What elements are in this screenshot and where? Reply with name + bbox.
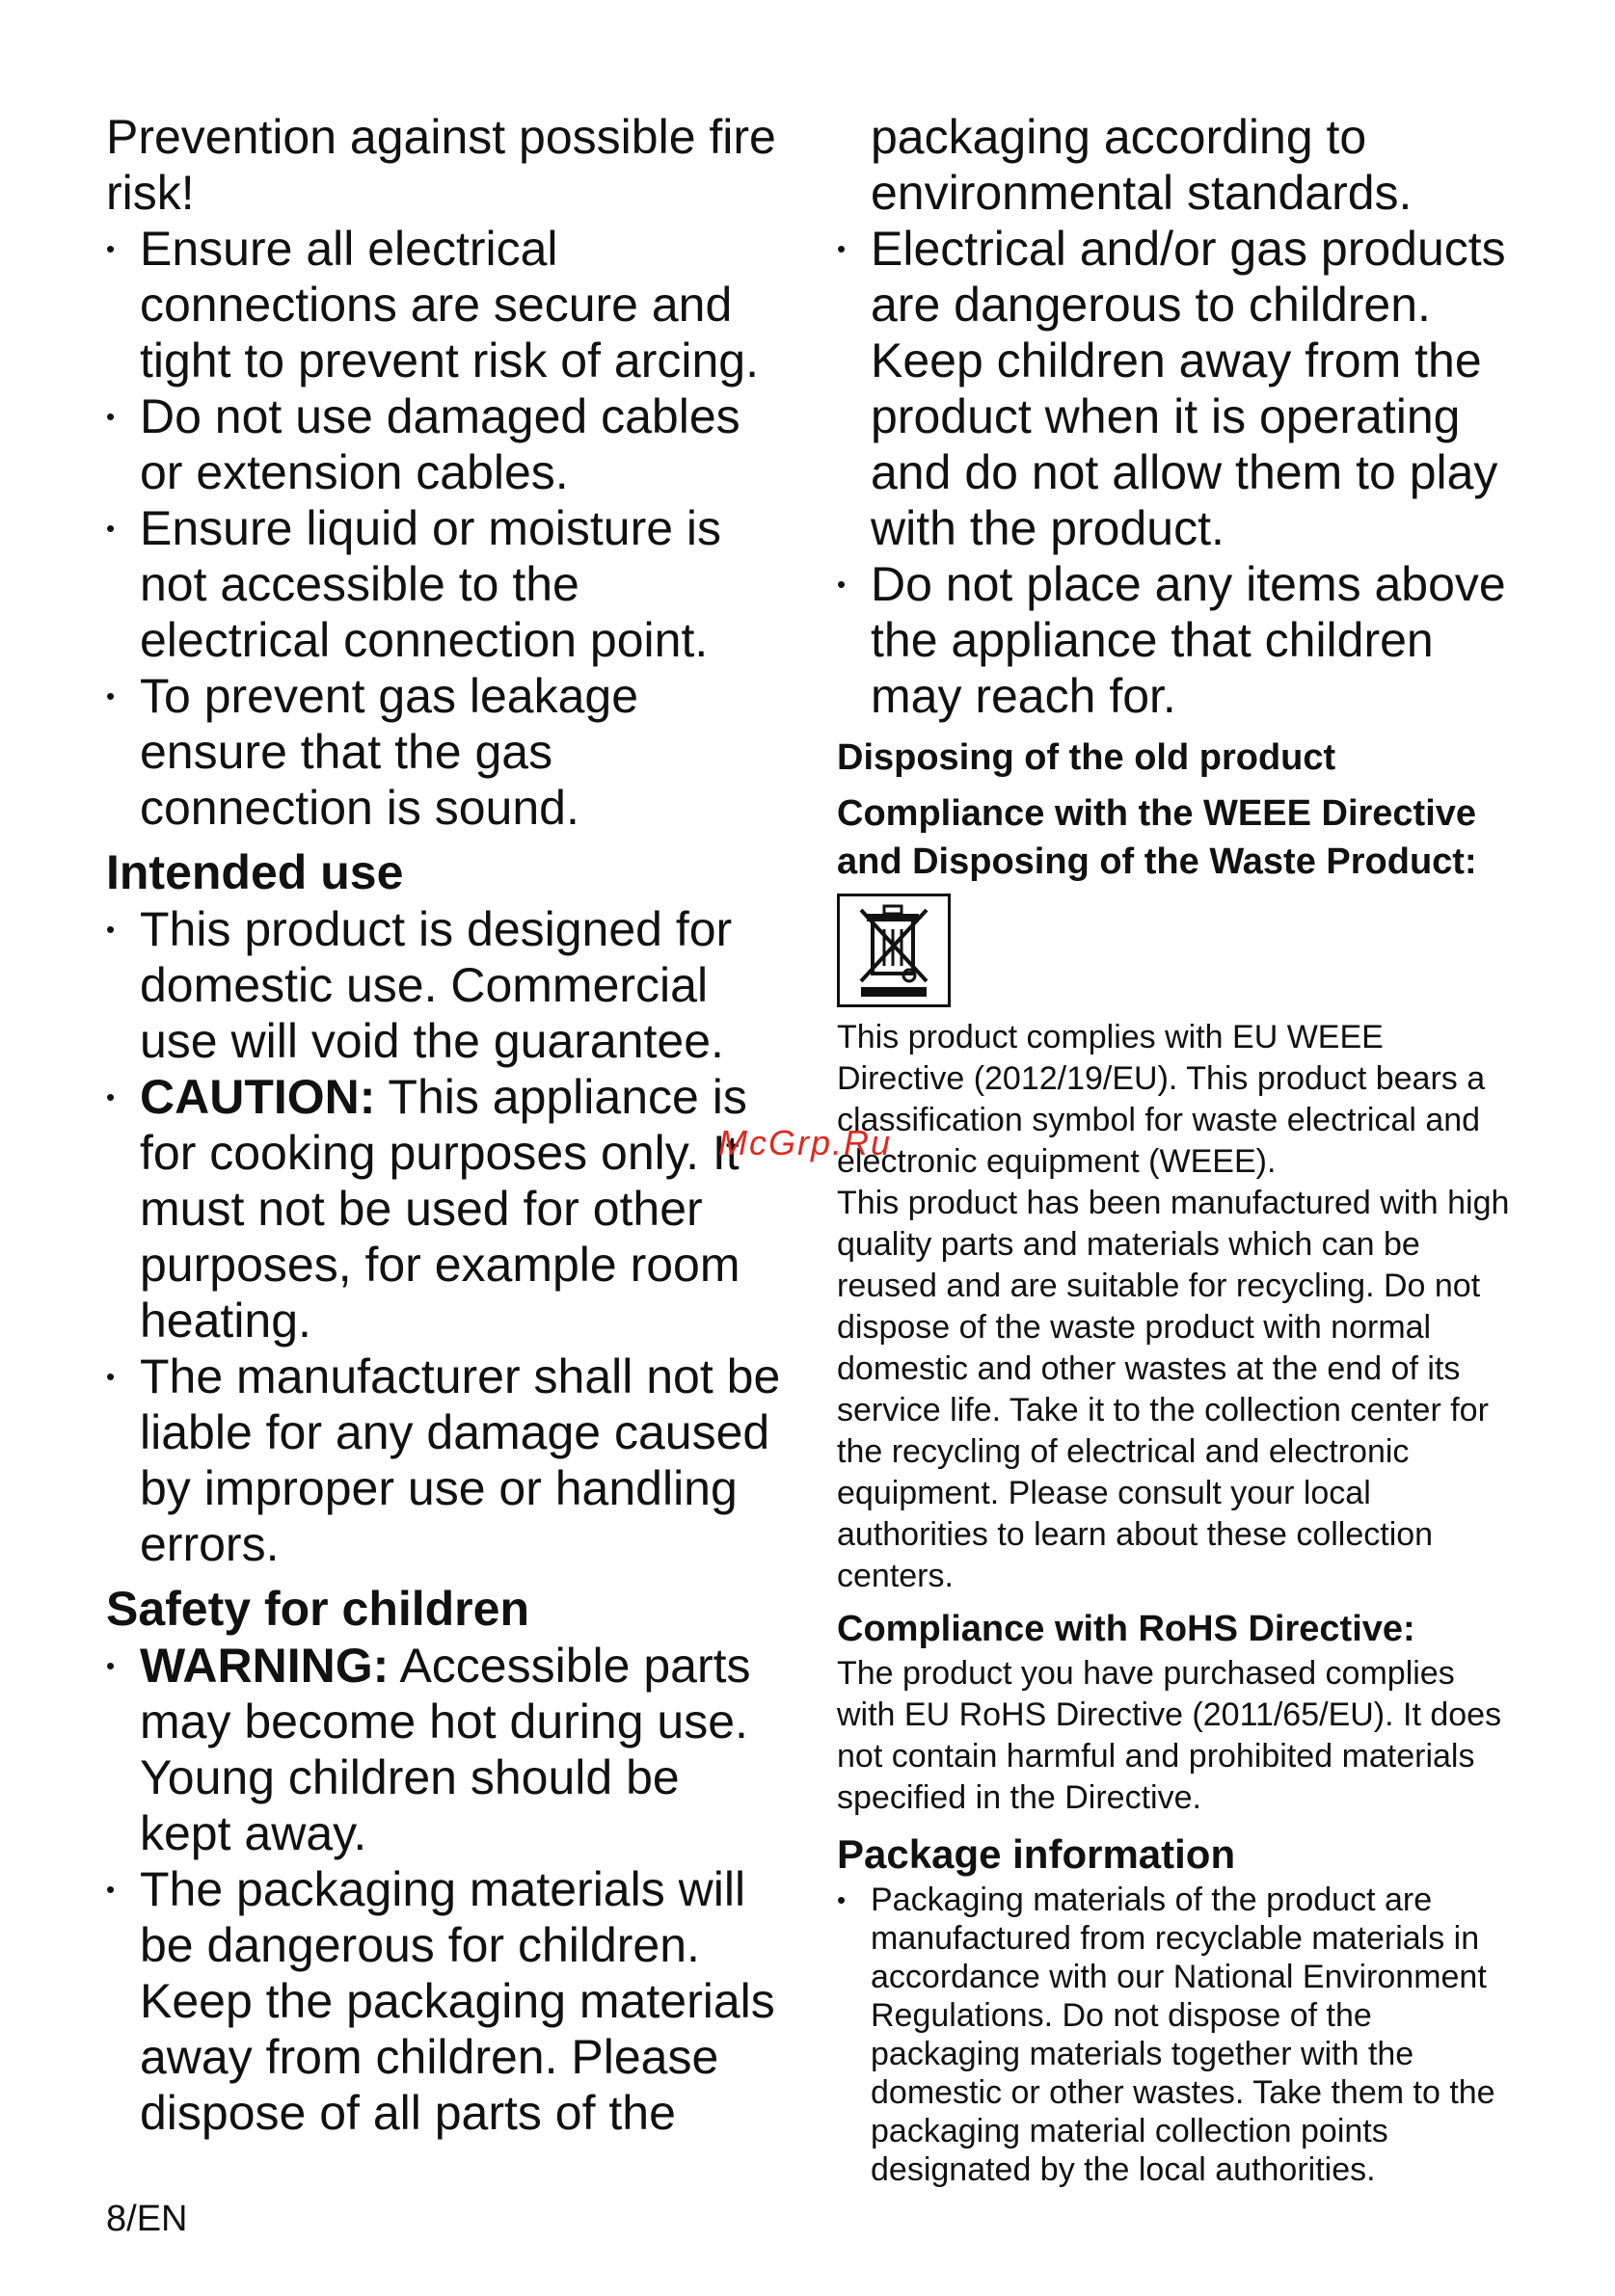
watermark: McGrp.Ru xyxy=(718,1123,893,1162)
left-column xyxy=(106,0,781,2141)
list-item: • This product is designed for domestic use. Commercial use will void the guarantee. xyxy=(106,901,781,1069)
right-column xyxy=(837,0,1512,2189)
disposing-heading: Disposing of the old product xyxy=(837,737,1336,778)
list-item xyxy=(106,1069,781,1348)
list-item: • Do not place any items above the appliance that children may reach for. xyxy=(837,556,1512,724)
weee-heading: Compliance with the WEEE Directive and Disposing of the Waste Product: xyxy=(837,793,1477,882)
children-list-continued xyxy=(837,221,1512,724)
fire-intro: Prevention against possible fire risk! xyxy=(106,110,776,220)
warning-label: WARNING: xyxy=(140,1639,390,1693)
package-list xyxy=(837,1881,1512,2189)
list-item: • Do not use damaged cables or extension cables. xyxy=(106,388,781,500)
fire-list xyxy=(106,221,781,836)
package-info-heading: Package information xyxy=(837,1831,1236,1877)
intended-use-heading: Intended use xyxy=(106,845,404,899)
rohs-text: The product you have purchased complies with EU RoHS Directive (2011/65/EU). It does not contain harmful and prohibited materials specified in the Directive. xyxy=(837,1655,1502,1816)
list-item xyxy=(106,1638,781,1861)
list-item: • Ensure liquid or moisture is not accessible to the electrical connection point. xyxy=(106,500,781,668)
list-item: • Packaging materials of the product are manufactured from recyclable materials in accordance with our National Environment Regulations. Do not dispose of the packaging materials together with the domestic or other wastes. Take them to the packaging material collection points designated by the local authorities. xyxy=(837,1881,1512,2189)
list-item: • To prevent gas leakage ensure that the gas connection is sound. xyxy=(106,668,781,836)
safety-children-heading: Safety for children xyxy=(106,1582,529,1636)
weee-text-2: This product has been manufactured with high quality parts and materials which can be reused and are suitable for recycling. Do not dispose of the waste product with normal domestic and other wastes at the end of its service life. Take it to the collection center for the recycling of electrical and electronic equipment. Please consult your local authorities to learn about these collection centers. xyxy=(837,1185,1510,1594)
intended-list xyxy=(106,901,781,1572)
weee-bin-icon xyxy=(837,894,951,1007)
list-item: • The packaging materials will be dangerous for children. Keep the packaging materials away from children. Please dispose of all parts of the xyxy=(106,1861,781,2141)
list-item: • Ensure all electrical connections are secure and tight to prevent risk of arcing. xyxy=(106,221,781,388)
caution-text: This appliance is for cooking purposes only. It must not be used for other purposes, for example room heating. xyxy=(140,1070,747,1348)
rohs-heading: Compliance with RoHS Directive: xyxy=(837,1609,1415,1649)
list-item: • The manufacturer shall not be liable for any damage caused by improper use or handling errors. xyxy=(106,1348,781,1572)
caution-label: CAUTION: xyxy=(140,1070,376,1124)
warning-text: Accessible parts may become hot during use. Young children should be kept away. xyxy=(140,1639,751,1860)
children-list xyxy=(106,1638,781,2141)
page-number: 8/EN xyxy=(106,2199,188,2239)
list-item: • Electrical and/or gas products are dangerous to children. Keep children away from the product when it is operating and do not allow them to play with the product. xyxy=(837,221,1512,556)
weee-text-1: This product complies with EU WEEE Directive (2012/19/EU). This product bears a classification symbol for waste electrical and electronic equipment (WEEE). xyxy=(837,1019,1486,1180)
packaging-continuation: packaging according to environmental standards. xyxy=(871,110,1413,220)
